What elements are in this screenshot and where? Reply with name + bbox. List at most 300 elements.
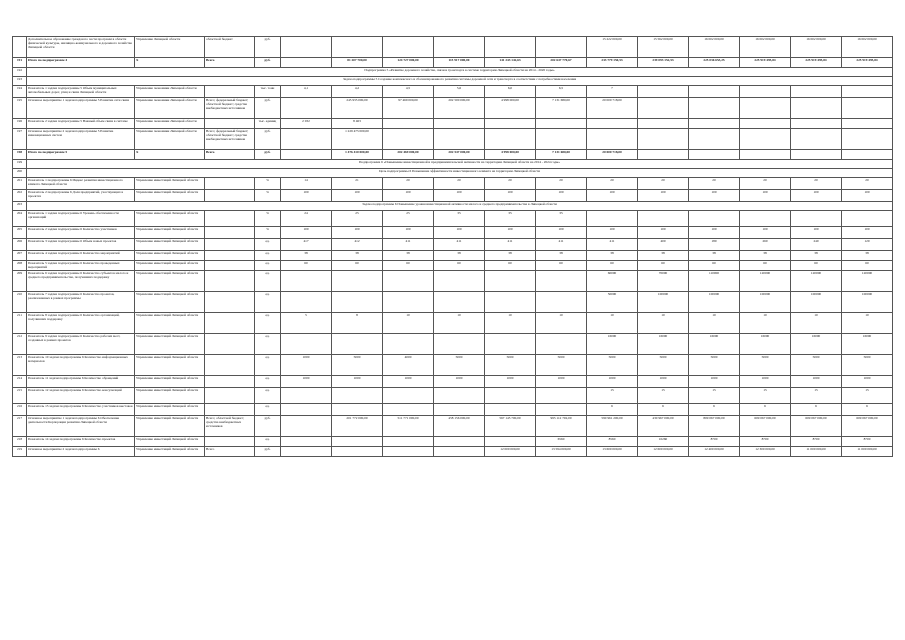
row-number: 202	[13, 190, 27, 202]
row-value	[383, 404, 434, 416]
row-value: 400	[638, 239, 689, 251]
row-value: 12 600 000,00	[638, 447, 689, 457]
section-row	[13, 68, 893, 77]
table-row	[13, 447, 893, 457]
row-executor: Управление инвестиций Липецкой области	[135, 227, 205, 239]
row-value: 5	[281, 313, 332, 334]
row-value: 458 156 000,00	[434, 416, 485, 437]
row-value: 4,1	[281, 86, 332, 98]
row-unit: руб.	[255, 150, 281, 160]
row-value: 100000	[740, 292, 791, 313]
row-funding-source	[205, 376, 255, 388]
row-value: 1000	[281, 355, 332, 376]
row-value: 20	[842, 178, 893, 190]
row-funding-source	[205, 239, 255, 251]
row-funding-source	[205, 227, 255, 239]
row-value: 12 000 000,00	[485, 447, 536, 457]
row-number: 209	[13, 271, 27, 292]
row-value: 100	[587, 190, 638, 202]
row-value: 16000	[638, 334, 689, 355]
row-value	[740, 129, 791, 150]
row-value: 411	[587, 239, 638, 251]
row-value: 5000	[842, 355, 893, 376]
row-funding-source: Всего; областной бюджет; средства внебюджетных источников	[205, 416, 255, 437]
row-value: 35	[485, 211, 536, 227]
row-value	[689, 119, 740, 129]
row-executor: Управление инвестиций Липецкой области	[135, 261, 205, 271]
row-name: Показатель 2 задачи подпрограммы 6 Количество участников	[27, 227, 135, 239]
row-number: 193	[13, 77, 27, 86]
row-value: 15	[842, 388, 893, 404]
row-value: 60	[485, 261, 536, 271]
row-value	[485, 292, 536, 313]
row-unit: ед.	[255, 437, 281, 447]
row-value	[689, 98, 740, 119]
row-value: 809 067 000,00	[689, 416, 740, 437]
row-unit: %	[255, 190, 281, 202]
row-value	[434, 437, 485, 447]
row-name: Показатель 3 задачи подпрограммы 6 Объем новых проектов	[27, 239, 135, 251]
row-number: 210	[13, 292, 27, 313]
row-value: 20	[791, 178, 842, 190]
row-value	[383, 119, 434, 129]
row-value	[383, 437, 434, 447]
row-value: 38	[536, 251, 587, 261]
row-name: Основное мероприятие 1 задачи подпрограммы 6 Обеспечение деятельности Корпорации развития Липецкой области	[27, 416, 135, 437]
row-value: 1000	[332, 376, 383, 388]
row-value: 100	[383, 227, 434, 239]
row-value	[332, 334, 383, 355]
row-value: 12 400 000,00	[689, 447, 740, 457]
row-value: 1000	[383, 376, 434, 388]
row-value	[281, 416, 332, 437]
row-value: 16 002 000,00	[791, 37, 842, 58]
row-value	[434, 447, 485, 457]
row-value: 100	[332, 190, 383, 202]
row-unit: руб.	[255, 58, 281, 68]
row-value	[638, 150, 689, 160]
row-value: 100	[842, 227, 893, 239]
row-value: 511 771 000,00	[383, 416, 434, 437]
row-value	[740, 150, 791, 160]
table-row	[13, 37, 893, 58]
table-row	[13, 416, 893, 437]
row-value: 225 036 653,25	[689, 58, 740, 68]
row-value: 15	[638, 388, 689, 404]
row-value: 8 463	[332, 119, 383, 129]
row-value	[689, 129, 740, 150]
row-value	[740, 98, 791, 119]
row-value	[281, 37, 332, 58]
row-name: Показатель 6 задачи подпрограммы 6 Количество субъектов малого и среднего предпринимательства, получивших поддержку	[27, 271, 135, 292]
row-value	[791, 119, 842, 129]
row-value: 35	[434, 211, 485, 227]
row-value	[434, 271, 485, 292]
row-value: 16000	[587, 334, 638, 355]
row-value: 100	[689, 190, 740, 202]
row-value: 100	[332, 227, 383, 239]
row-executor: Управление инвестиций Липецкой области	[135, 388, 205, 404]
row-unit: ед.	[255, 292, 281, 313]
row-value: 100	[281, 227, 332, 239]
row-value: 20	[434, 178, 485, 190]
row-unit: руб.	[255, 98, 281, 119]
row-number: 199	[13, 160, 27, 169]
row-number: 213	[13, 355, 27, 376]
row-number: 194	[13, 86, 27, 98]
row-name: Показатель 12 задачи подпрограммы 6 Количество консультаций	[27, 388, 135, 404]
table-row	[13, 334, 893, 355]
row-value	[383, 447, 434, 457]
section-row	[13, 202, 893, 211]
row-name: Показатель 1 задачи подпрограммы 5 Объем муниципальных автомобильных дорог, улиц и связи Липецкой области	[27, 86, 135, 98]
row-number: 208	[13, 261, 27, 271]
row-value: 38	[332, 251, 383, 261]
row-value: 8700	[842, 437, 893, 447]
row-value: 20 000 718,00	[587, 98, 638, 119]
row-number: 219	[13, 447, 27, 457]
row-value	[383, 334, 434, 355]
row-executor: Управление инвестиций Липецкой области	[135, 251, 205, 261]
row-value: 239 093 152,53	[638, 58, 689, 68]
row-unit: тыс. тонн	[255, 86, 281, 98]
row-value: 15	[791, 388, 842, 404]
row-value	[485, 437, 536, 447]
row-value: 14	[281, 178, 332, 190]
row-value	[536, 404, 587, 416]
row-number: 196	[13, 119, 27, 129]
row-value	[791, 86, 842, 98]
row-funding-source	[205, 437, 255, 447]
row-name: Показатель 5 задачи подпрограммы 6 Количество проведенных мероприятий	[27, 261, 135, 271]
row-value: 100000	[638, 292, 689, 313]
row-value	[791, 129, 842, 150]
row-value: 100	[638, 190, 689, 202]
row-value	[332, 388, 383, 404]
row-value: 70000	[638, 271, 689, 292]
row-funding-source: Всего	[205, 447, 255, 457]
row-value	[587, 129, 638, 150]
row-value: 100	[740, 227, 791, 239]
row-number: 217	[13, 416, 27, 437]
row-value: 1000	[791, 376, 842, 388]
row-value	[383, 37, 434, 58]
row-value: 100	[383, 190, 434, 202]
row-value: 60	[332, 261, 383, 271]
row-value: 260	[740, 239, 791, 251]
table-row	[13, 190, 893, 202]
row-value: 10	[536, 313, 587, 334]
row-value	[791, 98, 842, 119]
row-executor: Управление инвестиций Липецкой области	[135, 178, 205, 190]
row-value: 411	[485, 239, 536, 251]
row-value	[638, 129, 689, 150]
section-title: Задача подпрограммы 6 Повышение уровня инвестиционной активности малого и среднего предпринимательства в Липецкой области	[27, 202, 893, 211]
document-sheet	[12, 36, 893, 457]
row-value	[434, 404, 485, 416]
row-number: 204	[13, 211, 27, 227]
table-row	[13, 388, 893, 404]
row-value: 20 000 718,00	[587, 150, 638, 160]
row-value: 1000	[740, 376, 791, 388]
row-value: 20	[689, 178, 740, 190]
row-funding-source	[205, 86, 255, 98]
row-value: 233 779 150,53	[587, 58, 638, 68]
row-value: 16000	[740, 334, 791, 355]
row-value: 100	[485, 190, 536, 202]
row-name: Показатель 13 задачи подпрограммы 6 Количество участников выставок	[27, 404, 135, 416]
row-value: 225 919 495,84	[740, 58, 791, 68]
row-value: 38	[485, 251, 536, 261]
row-name: Основное мероприятие 1 задачи подпрограммы 5 Развитие сети связи	[27, 98, 135, 119]
row-value	[638, 211, 689, 227]
section-title: Подпрограмма 5 «Развитие дорожного хозяйства, связи и транспорта в системе территории Липецкой области на 2014 - 2020 годы»	[27, 68, 893, 77]
row-value: 20	[536, 178, 587, 190]
table-row	[13, 376, 893, 388]
table-row	[13, 355, 893, 376]
table-row	[13, 313, 893, 334]
row-value: 6	[689, 404, 740, 416]
row-value: 38	[842, 251, 893, 261]
row-value: 100000	[842, 292, 893, 313]
row-value	[332, 271, 383, 292]
row-value: 120000	[740, 271, 791, 292]
row-value: 20	[383, 178, 434, 190]
row-value	[485, 404, 536, 416]
row-value	[332, 404, 383, 416]
row-value: 38	[791, 251, 842, 261]
row-number	[13, 37, 27, 58]
row-value: 10	[689, 313, 740, 334]
program-table-body	[13, 37, 893, 457]
row-value	[434, 129, 485, 150]
row-unit: руб.	[255, 416, 281, 437]
row-value: 13 600 000,00	[587, 447, 638, 457]
row-value: 10	[638, 313, 689, 334]
row-value: 60	[689, 261, 740, 271]
row-executor: Управление инвестиций Липецкой области	[135, 334, 205, 355]
row-funding-source	[205, 292, 255, 313]
table-row	[13, 404, 893, 416]
table-row	[13, 271, 893, 292]
row-executor: Управление инвестиций Липецкой области	[135, 239, 205, 251]
row-value: 20	[740, 178, 791, 190]
row-value: 5000	[638, 355, 689, 376]
row-value: 4,5	[383, 86, 434, 98]
row-value: 15	[587, 388, 638, 404]
row-value	[485, 271, 536, 292]
row-value	[842, 119, 893, 129]
row-value: 60	[434, 261, 485, 271]
table-row	[13, 150, 893, 160]
row-unit: ед.	[255, 239, 281, 251]
row-value	[281, 129, 332, 150]
row-value: 1000	[587, 376, 638, 388]
section-row	[13, 169, 893, 178]
row-value: 5000	[434, 355, 485, 376]
row-value: 5,6	[434, 86, 485, 98]
row-value	[689, 211, 740, 227]
row-value	[434, 388, 485, 404]
row-value	[281, 437, 332, 447]
row-value: 100	[587, 227, 638, 239]
row-name: Показатель 2 подпрограммы 6 Доля предприятий, участвующих в проектах	[27, 190, 135, 202]
row-value: 412	[332, 239, 383, 251]
row-value: 38	[281, 251, 332, 261]
row-value	[332, 447, 383, 457]
row-value: 16000	[689, 334, 740, 355]
row-value: 6	[638, 404, 689, 416]
row-funding-source: Всего; федеральный бюджет; областной бюджет; средства внебюджетных источников	[205, 129, 255, 150]
row-value: 8700	[740, 437, 791, 447]
row-value	[281, 292, 332, 313]
row-value: 100	[434, 227, 485, 239]
row-value	[332, 437, 383, 447]
row-value: 609 067 000,00	[740, 416, 791, 437]
row-value: 60	[383, 261, 434, 271]
table-row	[13, 86, 893, 98]
row-unit: ед.	[255, 261, 281, 271]
row-value: 7 131 680,00	[536, 150, 587, 160]
row-value: 16 002 000,00	[689, 37, 740, 58]
row-unit: руб.	[255, 37, 281, 58]
row-value: 5000	[485, 355, 536, 376]
row-number: 205	[13, 227, 27, 239]
row-name: Итого по подпрограмме 4	[27, 58, 135, 68]
row-value	[587, 211, 638, 227]
row-unit: руб.	[255, 447, 281, 457]
row-value	[332, 37, 383, 58]
row-value	[842, 129, 893, 150]
row-value: 5000	[791, 355, 842, 376]
row-value: 15 222 000,00	[587, 37, 638, 58]
row-executor: Управление экономики Липецкой области	[135, 98, 205, 119]
row-name: Показатель 10 задачи подпрограммы 6 Количество информационных материалов	[27, 355, 135, 376]
row-name: Показатель 1 задачи подпрограммы 6 Уровень обеспеченности организаций	[27, 211, 135, 227]
row-value: 6560	[536, 437, 587, 447]
row-value	[383, 271, 434, 292]
row-name: Показатель 14 задачи подпрограммы 6 Количество проектов	[27, 437, 135, 447]
row-value: 50000	[587, 292, 638, 313]
table-row	[13, 119, 893, 129]
row-value: 100	[434, 190, 485, 202]
row-value: 1 229 475 000,00	[332, 129, 383, 150]
section-title: Задача подпрограммы 5 Создание комплексного и сбалансированного развития системы дорожной сети и транспорта в соответствии с потребностями населения	[27, 77, 893, 86]
row-value: 120000	[791, 271, 842, 292]
row-value: 38	[587, 251, 638, 261]
row-value: 81 207 700,00	[332, 58, 383, 68]
row-value: 202 469 000,00	[383, 150, 434, 160]
row-value: 1000	[638, 376, 689, 388]
row-value: 25	[332, 211, 383, 227]
row-value: 20	[485, 178, 536, 190]
row-value: 4,2	[332, 86, 383, 98]
row-value: 240	[791, 239, 842, 251]
row-value	[485, 119, 536, 129]
row-value: 4000	[383, 355, 434, 376]
row-value	[281, 388, 332, 404]
row-value: 225 919 495,84	[791, 58, 842, 68]
row-value	[383, 388, 434, 404]
row-value	[842, 150, 893, 160]
row-value	[638, 86, 689, 98]
row-value: 6,5	[536, 86, 587, 98]
row-value: 5000	[587, 355, 638, 376]
row-value	[689, 86, 740, 98]
row-executor: Управление Липецкой области	[135, 37, 205, 58]
row-value: 10	[842, 313, 893, 334]
row-funding-source: Всего; федеральный бюджет; областной бюджет; средства внебюджетных источников	[205, 98, 255, 119]
row-value: 4 998 000,00	[485, 98, 536, 119]
table-row	[13, 261, 893, 271]
row-value	[281, 447, 332, 457]
row-value: 8560	[587, 437, 638, 447]
row-executor: Управление экономики Липецкой области	[135, 86, 205, 98]
row-value: 20	[638, 178, 689, 190]
row-name: Показатель 8 задачи подпрограммы 6 Количество организаций, получивших поддержку	[27, 313, 135, 334]
row-value	[791, 211, 842, 227]
row-number: 203	[13, 202, 27, 211]
row-value: 115 917 000,00	[434, 58, 485, 68]
row-unit: ед.	[255, 251, 281, 261]
row-unit: ед.	[255, 404, 281, 416]
row-value: 411	[434, 239, 485, 251]
row-number: 198	[13, 150, 27, 160]
row-value: 25	[383, 211, 434, 227]
table-row	[13, 129, 893, 150]
row-value	[332, 292, 383, 313]
row-value	[536, 119, 587, 129]
row-value: 7 131 680,00	[536, 98, 587, 119]
row-funding-source	[205, 271, 255, 292]
row-funding-source	[205, 334, 255, 355]
row-name: Основное мероприятие 2 задачи подпрограммы 6	[27, 447, 135, 457]
row-value: 1000	[281, 376, 332, 388]
row-value	[740, 119, 791, 129]
row-value: 180	[689, 239, 740, 251]
row-value: 225 919 495,84	[842, 58, 893, 68]
row-funding-source	[205, 211, 255, 227]
row-value	[434, 37, 485, 58]
row-value: 7	[587, 86, 638, 98]
row-unit: %	[255, 227, 281, 239]
row-value	[536, 129, 587, 150]
row-value: 245 935 000,00	[332, 98, 383, 119]
row-funding-source	[205, 404, 255, 416]
row-value: 100	[638, 227, 689, 239]
row-value: 100	[689, 227, 740, 239]
row-value: 5000	[689, 355, 740, 376]
row-value: 38	[740, 251, 791, 261]
row-value	[740, 211, 791, 227]
row-executor: Управление инвестиций Липецкой области	[135, 190, 205, 202]
row-number: 207	[13, 251, 27, 261]
row-unit: ед.	[255, 388, 281, 404]
row-unit: %	[255, 178, 281, 190]
row-value: 4 998 000,00	[485, 150, 536, 160]
row-funding-source	[205, 190, 255, 202]
row-value: 6	[740, 404, 791, 416]
row-number: 216	[13, 404, 27, 416]
row-number: 191	[13, 58, 27, 68]
row-value: 100	[536, 227, 587, 239]
row-value: 60	[740, 261, 791, 271]
row-value: 60	[536, 261, 587, 271]
row-name: Показатель 2 задачи подпрограммы 5 Важный объем связи в системе	[27, 119, 135, 129]
row-value: 11 000 000,00	[842, 447, 893, 457]
table-row	[13, 211, 893, 227]
row-value: 60	[791, 261, 842, 271]
